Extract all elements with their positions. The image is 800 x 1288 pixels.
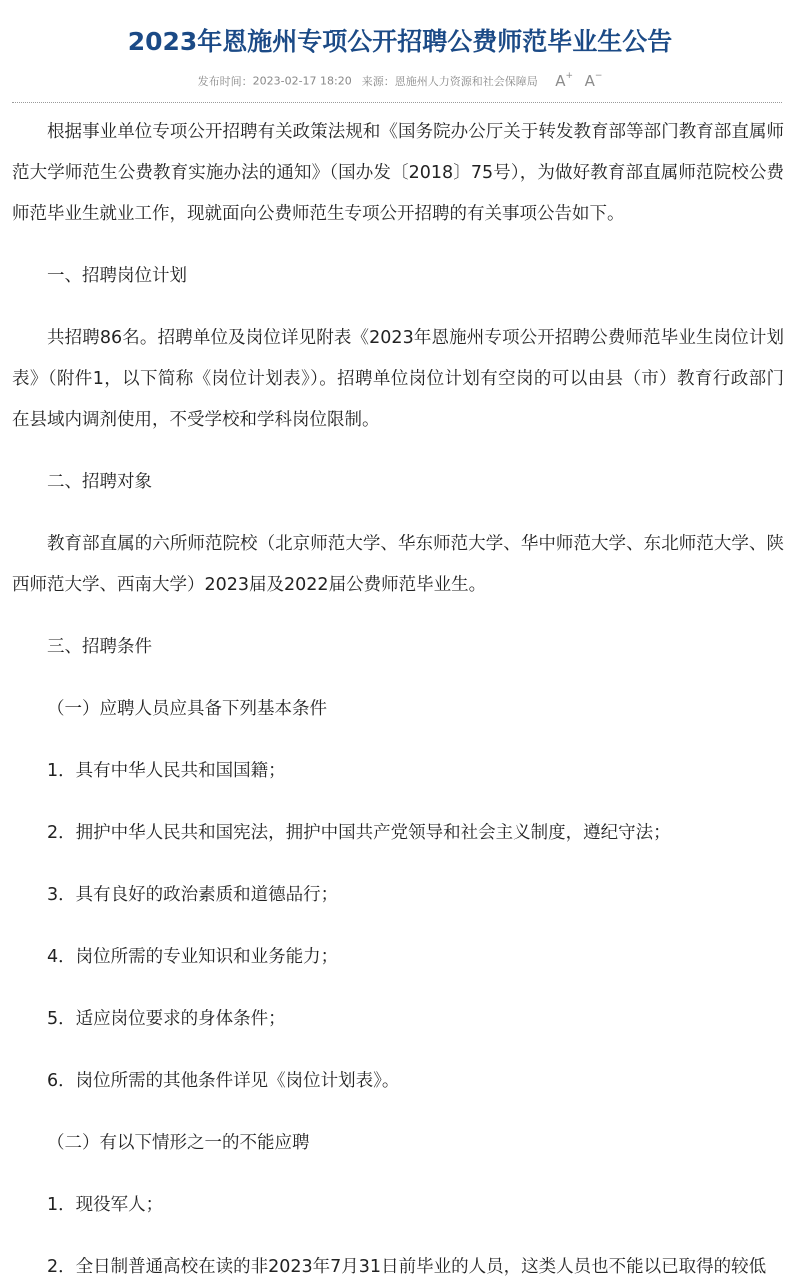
section-heading: 二、招聘对象 [47,472,152,492]
article-meta [0,72,800,90]
paragraph-intro: 根据事业单位专项公开招聘有关政策法规和《国务院办公厅关于转发教育部等部门教育部直属师范大学师范生公费教育实施办法的通知》（国办发〔2018〕75号），为做好教育部直属师范院校公费师范毕业生就业工作，现就面向公费师范生专项公开招聘的有关事项公告如下。 [12,122,784,224]
article-body [12,112,784,1288]
subsection-heading: （二）有以下情形之一的不能应聘 [47,1133,310,1153]
list-item: 6．岗位所需的其他条件详见《岗位计划表》。 [47,1071,400,1091]
section-heading: 一、招聘岗位计划 [47,266,187,286]
font-size-increase-icon[interactable]: A+ [555,71,574,90]
source-label: 来源： [361,75,395,88]
list-item: 2．全日制普通高校在读的非2023年7月31日前毕业的人员，这类人员也不能以已取得的较低 [47,1257,767,1277]
subsection-heading: （一）应聘人员应具备下列基本条件 [47,699,327,719]
list-item: 1．具有中华人民共和国国籍； [47,761,286,781]
list-item: 3．具有良好的政治素质和道德品行； [47,885,339,905]
article-title: 2023年恩施州专项公开招聘公费师范毕业生公告 [127,27,673,56]
publish-time-label: 发布时间： [197,75,253,88]
meta-divider [12,102,782,103]
source-name: 恩施州人力资源和社会保障局 [394,75,538,88]
font-size-decrease-icon[interactable]: A− [584,71,603,90]
section-heading: 三、招聘条件 [47,637,152,657]
list-item: 5．适应岗位要求的身体条件； [47,1009,286,1029]
paragraph: 共招聘86名。招聘单位及岗位详见附表《2023年恩施州专项公开招聘公费师范毕业生岗位计划表》（附件1，以下简称《岗位计划表》）。招聘单位岗位计划有空岗的可以由县（市）教育行政部门在县域内调剂使用，不受学校和学科岗位限制。 [12,328,784,430]
list-item: 4．岗位所需的专业知识和业务能力； [47,947,339,967]
list-item: 1．现役军人； [47,1195,164,1215]
list-item: 2．拥护中华人民共和国宪法，拥护中国共产党领导和社会主义制度，遵纪守法； [47,823,671,843]
publish-time: 2023-02-17 18:20 [252,74,352,88]
paragraph: 教育部直属的六所师范院校（北京师范大学、华东师范大学、华中师范大学、东北师范大学、陕西师范大学、西南大学）2023届及2022届公费师范毕业生。 [12,534,784,595]
